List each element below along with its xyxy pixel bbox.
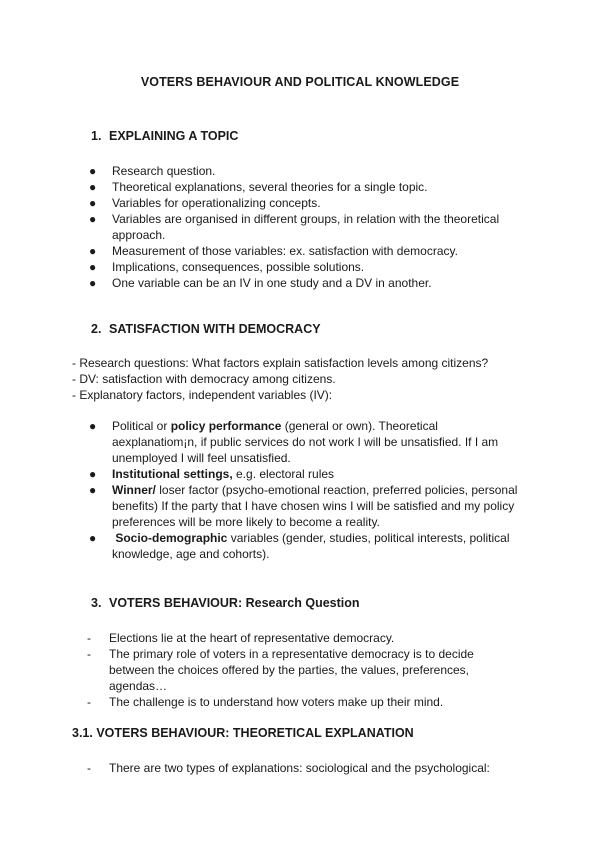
text-line: - DV: satisfaction with democracy among citizens. <box>72 372 336 386</box>
section-2-factor-list <box>89 418 519 562</box>
list-item: ● One variable can be an IV in one study and a DV in another. <box>89 276 432 290</box>
list-item: ● Winner/ loser factor (psycho-emotional reaction, preferred policies, personal benefits) If the party that I have chosen wins I will be satisfied and my policy preferences will be more likely to become a reality. <box>89 483 518 529</box>
bullet-icon: ● <box>89 531 97 545</box>
section-1-list <box>89 163 519 291</box>
section-3-list <box>87 630 519 710</box>
list-item: ● Socio-demographic variables (gender, studies, political interests, political knowledge, age and cohorts). <box>89 531 510 561</box>
bold-term: Socio-demographic <box>115 531 228 545</box>
list-item: ● Variables for operationalizing concepts. <box>89 196 321 210</box>
list-item: ● Implications, consequences, possible solutions. <box>89 260 365 274</box>
dash-marker: - <box>87 647 91 661</box>
bullet-icon: ● <box>89 196 97 210</box>
bullet-icon: ● <box>89 467 97 481</box>
section-3-1-heading: 3.1. VOTERS BEHAVIOUR: THEORETICAL EXPLANATION <box>72 726 414 740</box>
dash-marker: - <box>87 695 91 709</box>
section-number: 3. <box>91 596 102 610</box>
section-title: SATISFACTION WITH DEMOCRACY <box>109 322 321 336</box>
section-3-heading <box>91 595 360 611</box>
dash-marker: - <box>87 631 91 645</box>
bullet-icon: ● <box>89 244 97 258</box>
bullet-icon: ● <box>89 180 97 194</box>
list-item: ● Theoretical explanations, several theories for a single topic. <box>89 180 428 194</box>
list-item: ● Political or policy performance (general or own). Theoretical aexplanatiom¡n, if public services do not work I will be unsatisfied. If I am unemployed I will feel unsatisfied. <box>89 419 499 465</box>
list-item: ● Institutional settings, e.g. electoral rules <box>89 467 335 481</box>
list-item: ● Variables are organised in different groups, in relation with the theoretical approach. <box>89 212 500 242</box>
bullet-icon: ● <box>89 419 97 433</box>
section-1-heading <box>91 128 238 144</box>
bullet-icon: ● <box>89 212 97 226</box>
list-item: - Elections lie at the heart of representative democracy. <box>87 631 395 645</box>
bullet-icon: ● <box>89 276 97 290</box>
list-item: - There are two types of explanations: sociological and the psychological: <box>87 761 490 775</box>
section-3-1-list <box>87 760 519 776</box>
section-2-lines <box>72 355 488 403</box>
section-2-heading <box>91 321 321 337</box>
list-item: ● Research question. <box>89 164 216 178</box>
section-number: 1. <box>91 129 102 143</box>
list-item: ● Measurement of those variables: ex. satisfaction with democracy. <box>89 244 458 258</box>
bullet-icon: ● <box>89 483 97 497</box>
bullet-icon: ● <box>89 164 97 178</box>
section-title: EXPLAINING A TOPIC <box>109 129 239 143</box>
section-title: VOTERS BEHAVIOUR: Research Question <box>109 596 360 610</box>
list-item: - The primary role of voters in a representative democracy is to decide between the choices offered by the parties, the values, preferences, agendas… <box>87 647 474 693</box>
list-item: - The challenge is to understand how voters make up their mind. <box>87 695 444 709</box>
bold-term: Winner/ <box>112 483 156 497</box>
text-line: - Research questions: What factors explain satisfaction levels among citizens? <box>72 356 489 370</box>
dash-marker: - <box>87 761 91 775</box>
bold-term: Institutional settings, <box>112 467 233 481</box>
text-line: - Explanatory factors, independent variables (IV): <box>72 388 333 402</box>
bullet-icon: ● <box>89 260 97 274</box>
section-number: 2. <box>91 322 102 336</box>
bold-term: policy performance <box>170 419 282 433</box>
document-title: VOTERS BEHAVIOUR AND POLITICAL KNOWLEDGE <box>140 75 460 89</box>
